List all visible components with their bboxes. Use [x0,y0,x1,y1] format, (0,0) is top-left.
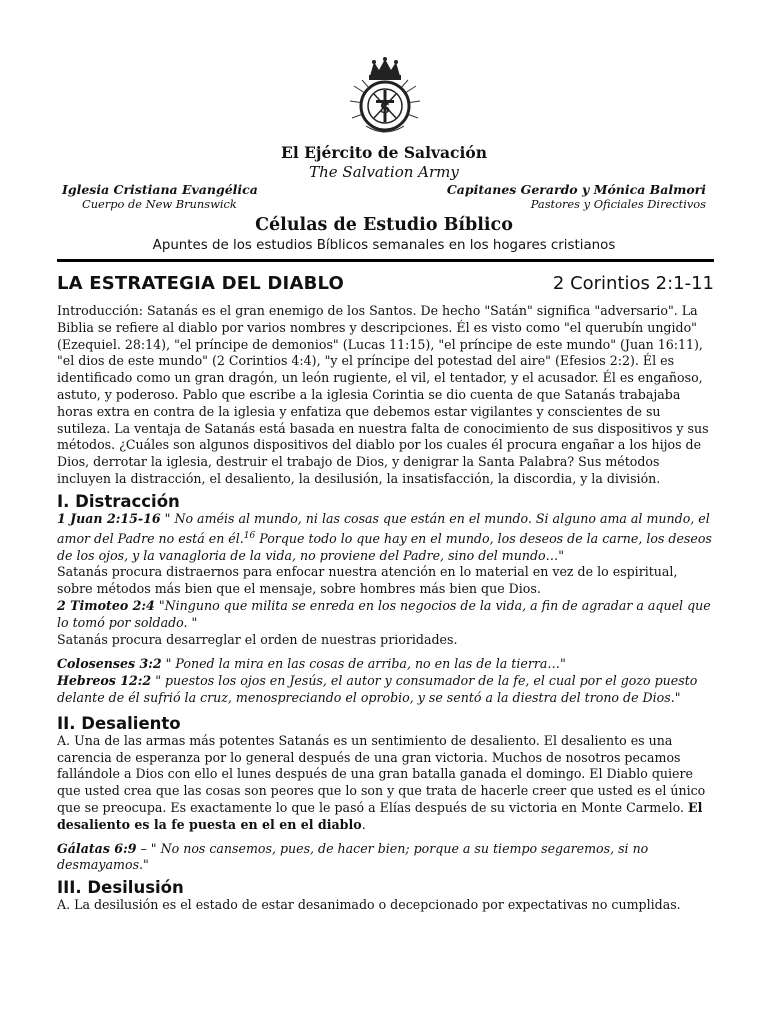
verse-paragraph [57,511,716,565]
verse-text: – " No nos cansemos, pues, de hacer bien; porque a su tiempo segaremos, si no desmayamos." [57,840,649,873]
verse-paragraph [57,841,716,875]
officers-info [447,182,706,211]
body-paragraph: Satanás procura distraernos para enfocar nuestra atención en lo material en vez de lo espiritual, sobre métodos más bien que el mensaje, sobre hombres más bien que Dios. [57,564,678,597]
lesson-reference: 2 Corintios 2:1-11 [552,273,714,294]
emphasis-text: El desaliento es la fe puesta en el en el diablo [57,799,703,832]
cells-title: Células de Estudio Bíblico [255,215,513,235]
verse-text: "Ninguno que milita se enreda en los negocios de la vida, a fin de agradar a aquel que lo tomó por soldado. " [57,597,711,630]
organization-name: El Ejército de Salvación [281,143,487,162]
body-text-end: . [361,816,366,832]
church-info [62,182,258,211]
officers-role: Pastores y Oficiales Directivos [530,197,706,211]
lesson-title-row [57,273,714,297]
verse-reference: 1 Juan 2:15-16 [57,510,161,526]
verse-text: " puestos los ojos en Jesús, el autor y consumador de la fe, el cual por el gozo puesto delante de él sufrió la cruz, menospreciando el oprobio, y se sentó a la diestra del trono de Dios." [57,673,698,705]
verse-text: " No améis al mundo, ni las cosas que están en el mundo. Si alguno ama al mundo, el amor del Padre no está en él. [57,510,710,546]
verse-text: Porque todo lo que hay en el mundo, los deseos de la carne, los deseos de los ojos, y la vanagloria de la vida, no proviene del Padre, sino del mundo…" [57,530,712,563]
body-paragraph: Satanás procura desarreglar el orden de nuestras prioridades. [57,631,458,647]
lesson-body [57,303,716,914]
header-divider [57,259,714,262]
verse-paragraph [57,673,716,707]
body-paragraph [57,733,716,834]
verse-reference: Colosenses 3:2 [57,656,162,672]
verse-reference: Hebreos 12:2 [57,673,152,689]
intro-paragraph: Introducción: Satanás es el gran enemigo de los Santos. De hecho "Satán" significa "adversario". La Biblia se refiere al diablo por varios nombres y descripciones. Él es visto como "el querubín ungido" (Ezequiel. 28:14), "el príncipe de demonios" (Lucas 11:15), "el príncipe de este mundo" (Juan 16:11), "el dios de este mundo" (2 Corintios 4:4), "y el príncipe del potestad del aire" (Efesios 2:2). Él es identificado como un gran dragón, un león rugiente, el vil, el tentador, y el acusador. Él es engañoso, astuto, y poderoso. Pablo que escribe a la iglesia Corintia se dio cuenta de que Satanás trabajaba horas extra en contra de la iglesia y enfatiza que debemos estar vigilantes y conscientes de su sutileza. La ventaja de Satanás está basada en nuestra falta de conocimiento de sus dispositivos y sus métodos. ¿Cuáles son algunos dispositivos del diablo por los cuales él procura engañar a los hijos de Dios, derrotar la iglesia, destruir el trabajo de Dios, y denigrar la Santa Palabra? Sus métodos incluyen la distracción, el desaliento, la desilusión, la insatisfacción, la discordia, y la división. [57,303,709,486]
officers-names: Capitanes Gerardo y Mónica Balmori [446,182,706,197]
cells-subtitle: Apuntes de los estudios Bíblicos semanales en los hogares cristianos [152,238,616,253]
verse-paragraph [57,656,716,673]
church-name: Iglesia Cristiana Evangélica [62,182,258,197]
organization-name-english: The Salvation Army [309,163,459,181]
section-heading-distraction: I. Distracción [57,491,180,511]
corps-name: Cuerpo de New Brunswick [82,197,237,211]
verse-paragraph [57,598,716,632]
body-text: A. Una de las armas más potentes Satanás es un sentimiento de desaliento. El desaliento es una carencia de esperanza por lo general después de una gran victoria. Muchos de nosotros pecamos fallándole a Dios con ello el lunes después de una gran batalla ganada el domingo. El Diablo quiere que usted crea que las cosas son peores que lo son y que trata de hacerle creer que usted es el único que se preocupa. Es exactamente lo que le pasó a Elías después de su victoria en Monte Carmelo. [57,732,706,815]
verse-reference: 2 Timoteo 2:4 [57,597,155,613]
verse-reference: Gálatas 6:9 [57,840,137,856]
section-heading-disillusion: III. Desilusión [57,878,184,898]
verse-text: " Poned la mira en las cosas de arriba, no en las de la tierra…" [161,656,566,672]
body-paragraph: A. La desilusión es el estado de estar desanimado o decepcionado por expectativas no cumplidas. [57,897,681,913]
lesson-title: LA ESTRATEGIA DEL DIABLO [57,273,345,294]
salvation-army-crest-icon [342,56,428,142]
svg-text:S: S [379,101,391,117]
verse-number: 16 [243,530,256,541]
section-heading-discouragement: II. Desaliento [57,713,181,733]
